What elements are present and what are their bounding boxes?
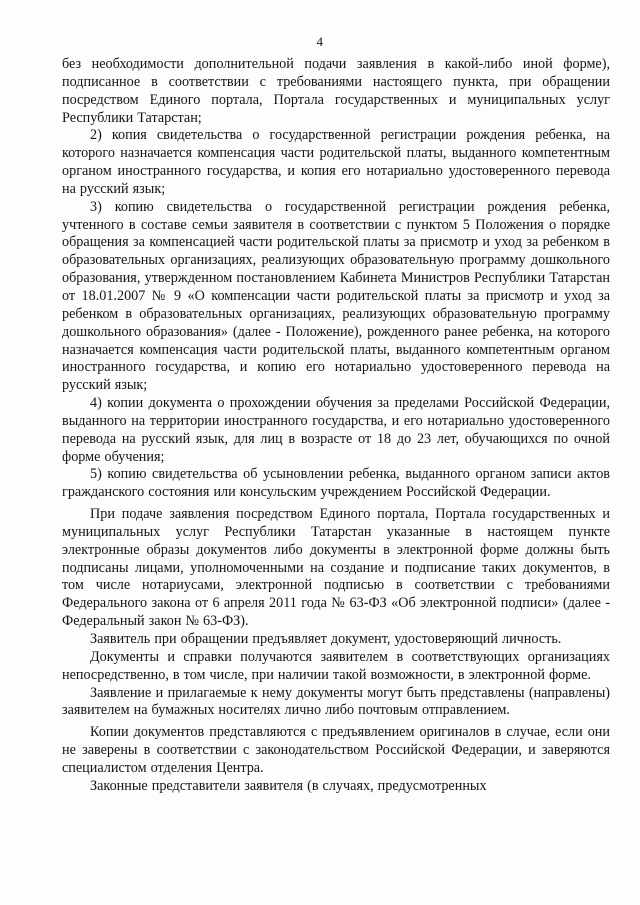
paragraph-item-2: 2) копия свидетельства о государственной регистрации рождения ребенка, на которого назначается компенсация части родительской платы, выданного компетентным органом иностранного государства, и копия его нотариально удостоверенного перевода на русский язык; <box>62 127 610 197</box>
paragraph-legal-representatives: Законные представители заявителя (в случаях, предусмотренных <box>90 777 487 794</box>
paragraph-electronic-submission: При подаче заявления посредством Единого портала, Портала государственных и муниципальных услуг Республики Татарстан указанные в настоящем пункте электронные образы документов либо документы в электронной форме должны быть подписаны лицами, уполномоченными на создание и подписание таких документов, в том числе нотариусами, электронной подписью в соответствии с требованиями Федерального закона от 6 апреля 2011 года № 63-ФЗ «Об электронной подписи» (далее - Федеральный закон № 63-ФЗ). <box>62 506 610 630</box>
paragraph-item-3: 3) копию свидетельства о государственной регистрации рождения ребенка, учтенного в составе семьи заявителя в соответствии с пунктом 5 Положения о порядке обращения за компенсацией части родительской платы за присмотр и уход за ребенком в образовательных организациях, реализующих образовательную программу дошкольного образования, утвержденном постановлением Кабинета Министров Республики Татарстан от 18.01.2007 № 9 «О компенсации части родительской платы за присмотр и уход за ребенком в образовательных организациях, реализующих образовательную программу дошкольного образования» (далее - Положение), рожденного ранее ребенка, на которого назначается компенсация части родительской платы, выданного компетентным органом иностранного государства, и копию его нотариально удостоверенного перевода на русский язык; <box>62 198 610 394</box>
paragraph-item-5: 5) копию свидетельства об усыновлении ребенка, выданного органом записи актов гражданского состояния или консульским учреждением Российской Федерации. <box>62 466 610 501</box>
paragraph-paper-submission: Заявление и прилагаемые к нему документы могут быть представлены (направлены) заявителем на бумажных носителях лично либо почтовым отправлением. <box>62 684 610 719</box>
page-number: 4 <box>316 34 324 49</box>
paragraph-copies-originals: Копии документов представляются с предъявлением оригиналов в случае, если они не заверены в соответствии с законодательством Российской Федерации, и заверяются специалистом отделения Центра. <box>62 724 610 776</box>
document-body <box>62 56 610 796</box>
paragraph-item-4: 4) копии документа о прохождении обучения за пределами Российской Федерации, выданного на территории иностранного государства, и его нотариально удостоверенного перевода на русский язык, для лиц в возрасте от 18 до 23 лет, обучающихся по очной форме обучения; <box>62 395 610 465</box>
paragraph-continuation: без необходимости дополнительной подачи заявления в какой-либо иной форме), подписанное в соответствии с требованиями настоящего пункта, при обращении посредством Единого портала, Портала государственных и муниципальных услуг Республики Татарстан; <box>62 56 610 126</box>
paragraph-identity-document: Заявитель при обращении предъявляет документ, удостоверяющий личность. <box>90 631 562 647</box>
paragraph-documents-obtained: Документы и справки получаются заявителем в соответствующих организациях непосредственно, в том числе, при наличии такой возможности, в электронной форме. <box>62 648 610 683</box>
